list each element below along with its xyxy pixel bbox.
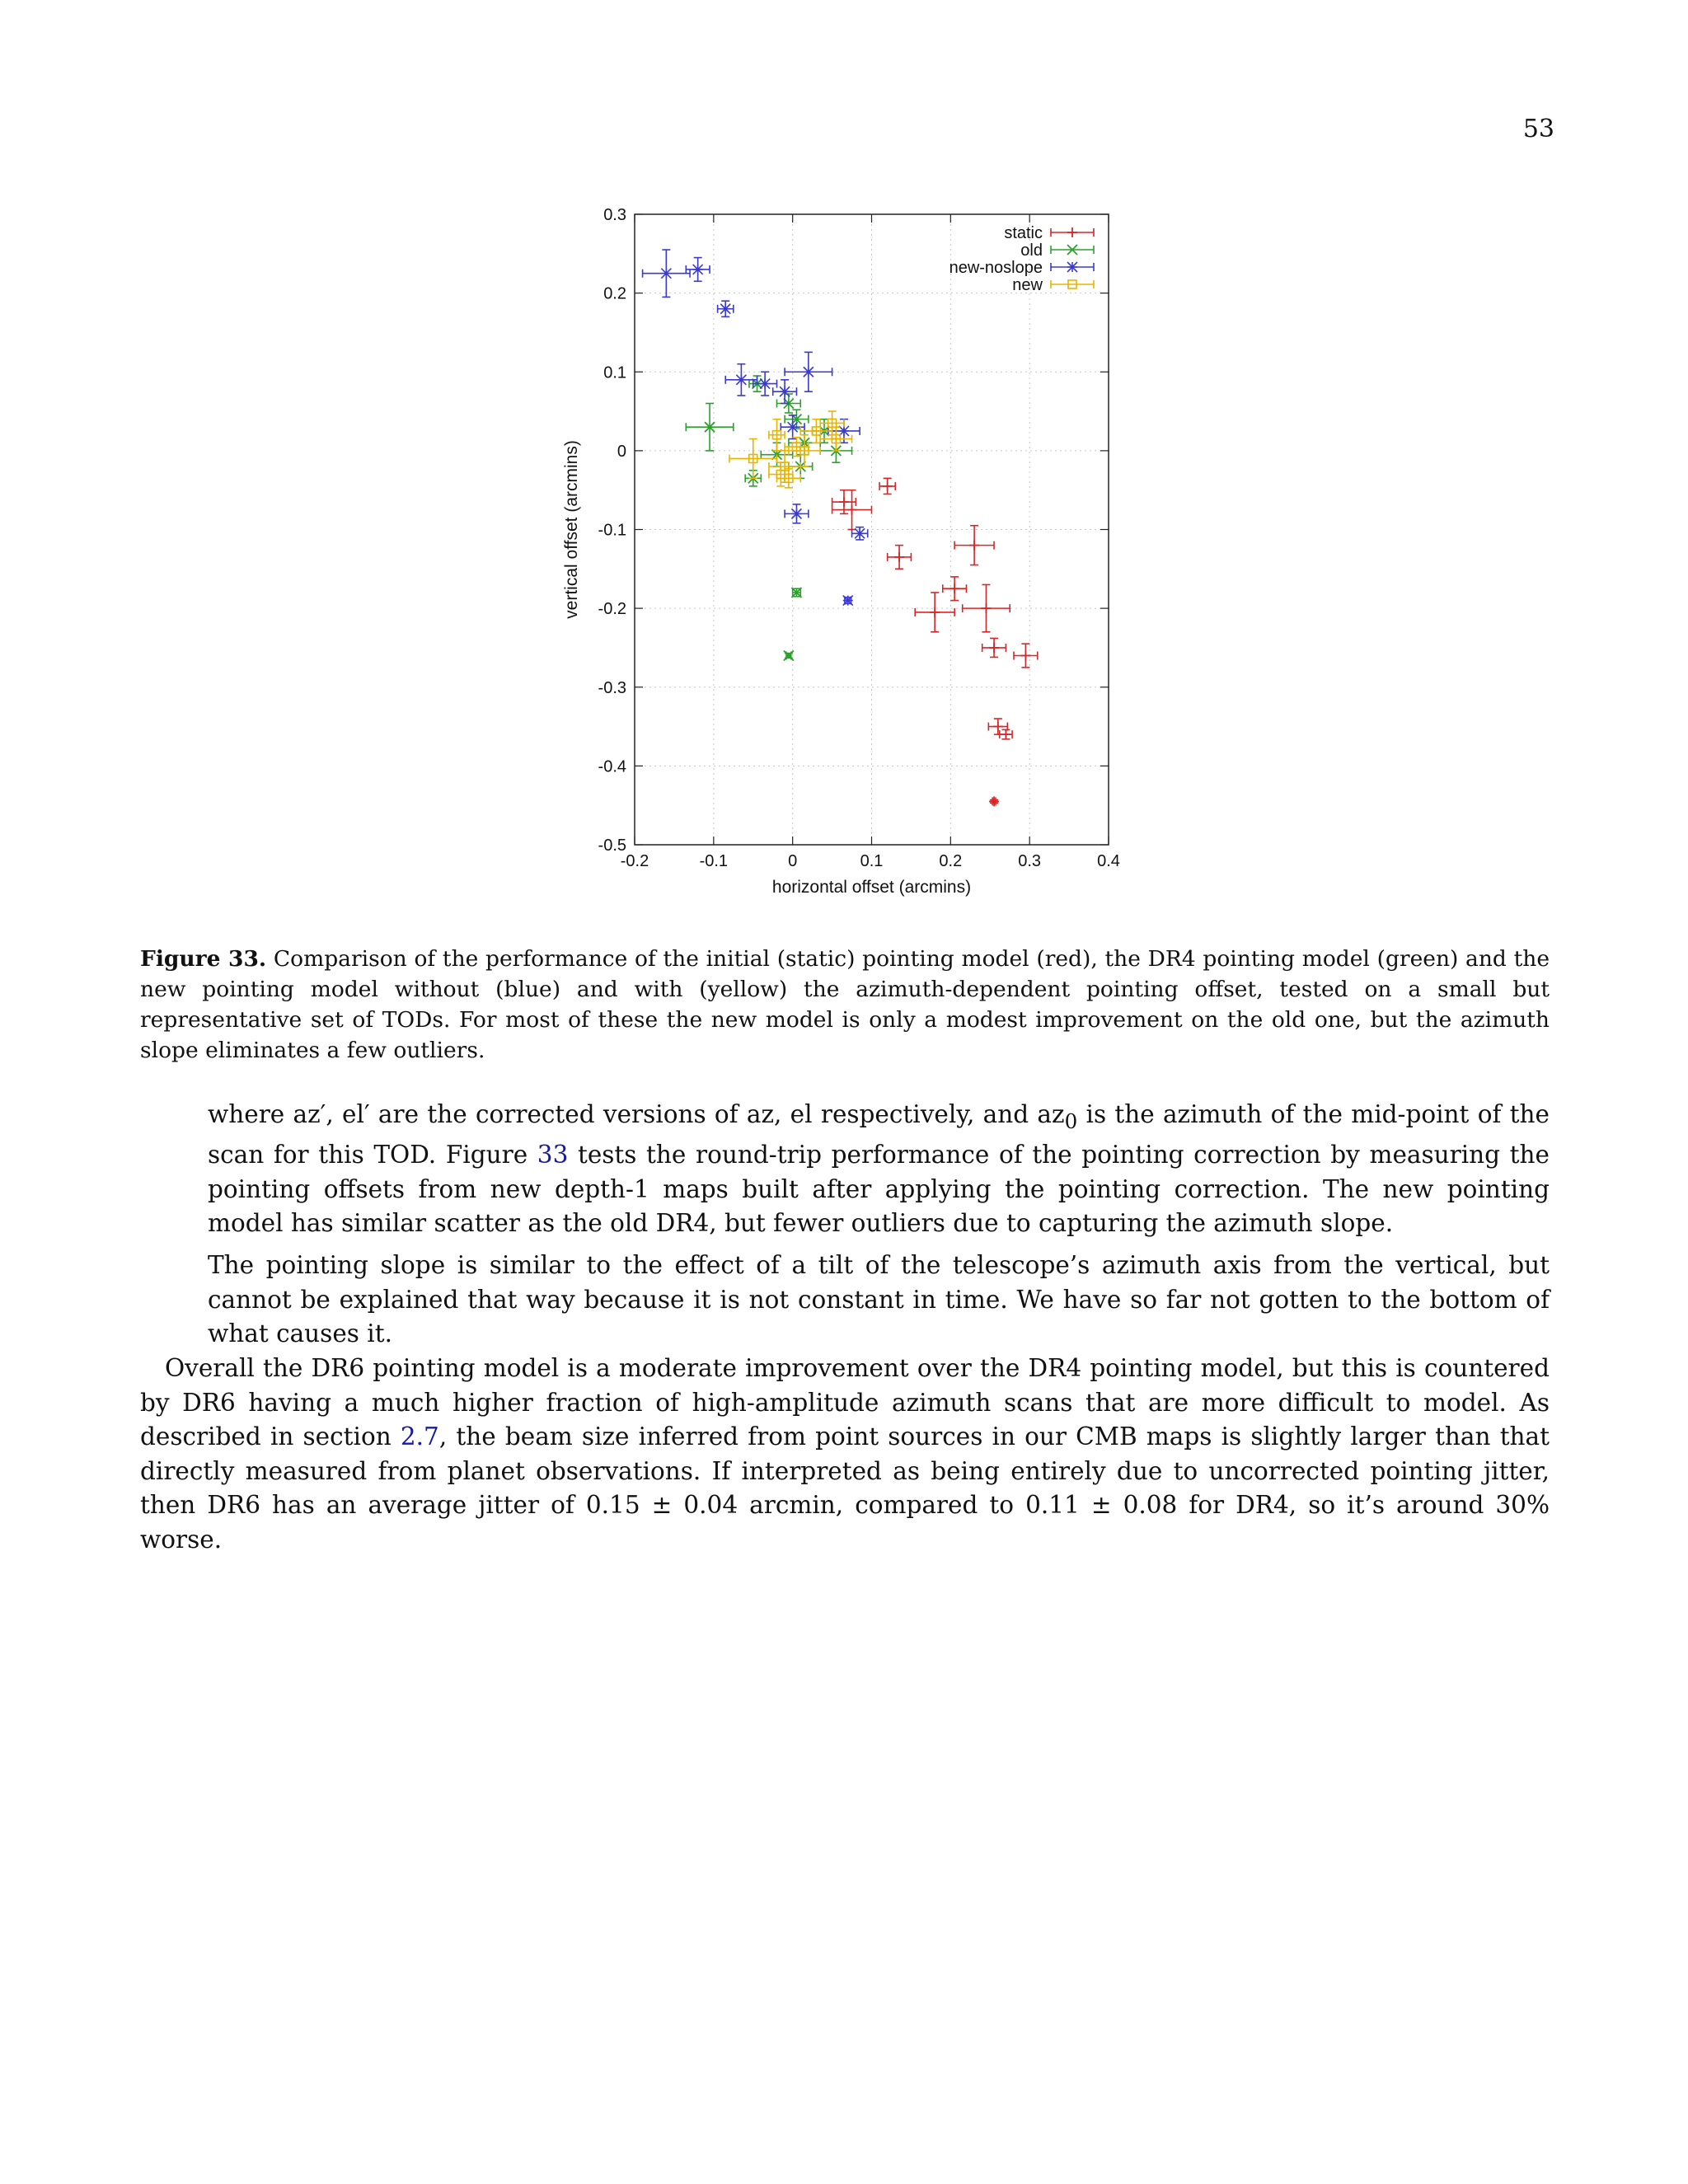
body-paragraph-2: The pointing slope is similar to the effect of a tilt of the telescope’s azimuth axis from the vertical, but cannot be explained that way because it is not constant in time. We have so far not gotten to the bottom of what causes it. (208, 1251, 1550, 1347)
data-point-new-noslope (725, 364, 757, 396)
section-ref-link[interactable]: 2.7 (400, 1422, 439, 1451)
data-point-static (888, 546, 912, 569)
figure-caption-text: Comparison of the performance of the initial (static) pointing model (red), the DR4 pointing model (green) and the new pointing model without (blue) and with (yellow) the azimuth-dependent pointing offset, tested on a small but representative set of TODs. For most of these the new model is only a modest improvement on the old one, but the azimuth slope eliminates a few outliers. (140, 946, 1550, 1063)
x-axis-label: horizontal offset (arcmins) (771, 878, 972, 897)
y-tick-label: 0 (617, 442, 626, 461)
p3-text-1: Overall the DR6 pointing model is a moderate improvement over the DR4 pointing model, but this is countered by DR6 having a much higher fraction of high-amplitude azimuth scans that are more difficult to model. As described in section (140, 1354, 1550, 1451)
data-point-static (879, 478, 895, 494)
x-tick-label: 0.4 (1097, 852, 1120, 870)
x-tick-label: 0.2 (939, 852, 963, 870)
legend-entry-static (1004, 224, 1094, 242)
data-point-new-noslope (785, 352, 832, 391)
data-point-new-noslope (686, 258, 710, 282)
p1-subscript: 0 (1064, 1108, 1078, 1133)
y-tick-label: -0.2 (598, 600, 626, 619)
y-tick-label: -0.1 (598, 521, 626, 540)
data-point-new-noslope (643, 250, 691, 297)
data-point-static (1014, 644, 1038, 668)
data-point-static (989, 796, 999, 806)
p1-text-2: is the azimuth of the mid-point of the scan for this TOD. Figure (208, 1100, 1550, 1169)
data-point-new-noslope (785, 504, 809, 523)
legend-label-old: old (1020, 241, 1043, 260)
data-point-new (769, 419, 785, 451)
x-tick-label: -0.1 (699, 852, 729, 870)
y-tick-label: -0.3 (598, 678, 626, 697)
legend-label-new: new (1012, 276, 1043, 294)
page-number: 53 (1522, 115, 1554, 143)
data-point-static (963, 584, 1010, 631)
y-tick-label: 0.1 (603, 363, 626, 382)
x-tick-label: 0.1 (860, 852, 884, 870)
data-point-new-noslope (718, 301, 734, 316)
legend-label-new-noslope: new-noslope (949, 259, 1043, 277)
data-point-static (988, 719, 1007, 734)
x-tick-label: 0 (788, 852, 798, 870)
legend-entry-new (1012, 276, 1094, 294)
legend-entry-old (1020, 241, 1094, 260)
body-paragraph-3 (140, 1352, 1550, 1557)
data-point-static (943, 577, 967, 601)
data-point-static (832, 490, 872, 530)
x-tick-label: 0.3 (1018, 852, 1042, 870)
p1-text-1: where az′, el′ are the corrected versions of az, el respectively, and az (208, 1100, 1065, 1128)
y-tick-label: -0.4 (598, 757, 626, 776)
data-point-old (791, 588, 801, 598)
data-point-new-noslope (843, 596, 853, 606)
figure-label: Figure 33. (140, 946, 267, 972)
figure-33-scatter-plot (544, 198, 1137, 907)
y-tick-label: 0.3 (603, 206, 626, 224)
data-point-static (1000, 729, 1012, 739)
data-point-new (729, 439, 777, 479)
chart-svg (544, 198, 1137, 907)
legend-entry-new-noslope (950, 259, 1094, 277)
data-point-static (954, 526, 994, 565)
p3-text-2: , the beam size inferred from point sources in our CMB maps is slightly larger than that directly measured from planet observations. If interpreted as being entirely due to uncorrected pointing jitter, then DR6 has an average jitter of 0.15 ± 0.04 arcmin, compared to 0.11 ± 0.08 for DR4, so it’s around 30% worse. (140, 1422, 1550, 1554)
data-point-old (686, 404, 734, 451)
legend-label-static: static (1004, 224, 1043, 242)
body-paragraph-1 (208, 1098, 1550, 1241)
data-point-static (982, 638, 1006, 657)
y-tick-label: -0.5 (598, 837, 626, 855)
data-point-new (769, 451, 800, 482)
data-point-new (789, 435, 820, 466)
data-point-static (915, 593, 954, 632)
x-tick-label: -0.2 (620, 852, 649, 870)
y-axis-label: vertical offset (arcmins) (562, 440, 581, 619)
y-tick-label: 0.2 (603, 284, 626, 303)
data-point-old (784, 651, 794, 661)
figure-ref-link[interactable]: 33 (537, 1141, 569, 1169)
figure-caption (140, 944, 1550, 1066)
p1-text-3: tests the round-trip performance of the pointing correction by measuring the pointing offsets from new depth-1 maps built after applying the pointing correction. The new pointing model has similar scatter as the old DR4, but fewer outliers due to capturing the azimuth slope. (208, 1141, 1550, 1238)
